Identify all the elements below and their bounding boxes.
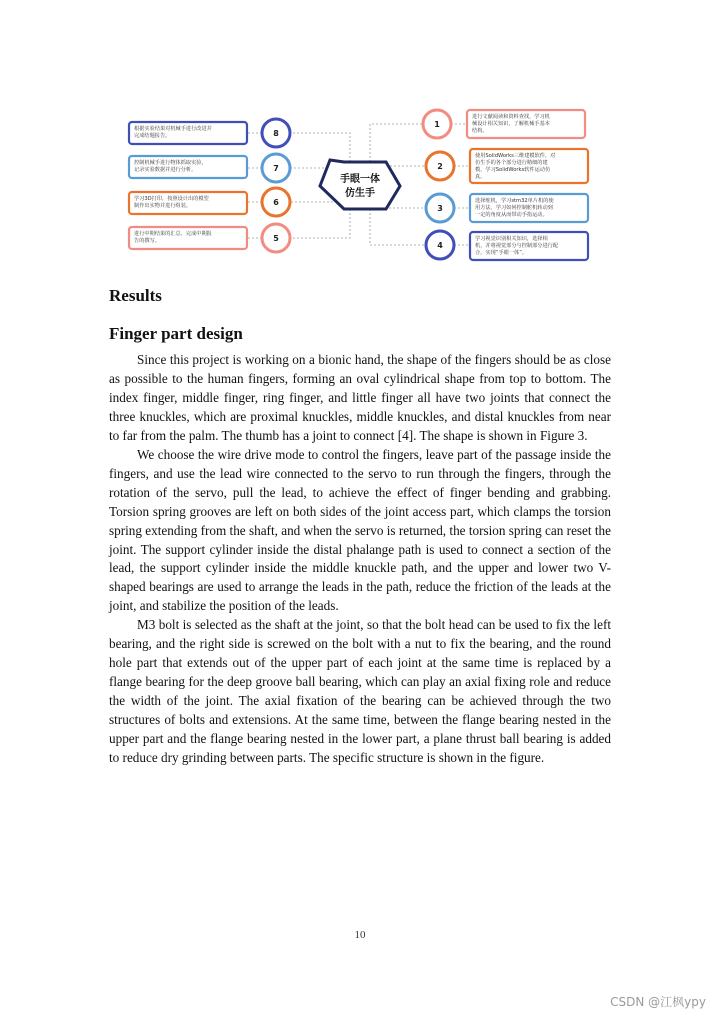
section-heading-results: Results [109, 286, 162, 305]
body-text [109, 351, 611, 768]
step-description-line: 学习视觉识别相关知识，选择相 [475, 236, 548, 242]
center-label-line2: 仿生手 [345, 188, 375, 199]
step-description-line: 模，学习SolidWorks软件运动仿 [475, 167, 551, 173]
step-description-line: 进行中期结果的汇总，完成中期报 [134, 231, 212, 237]
step-description-line: 制作出实物并进行组装。 [134, 203, 192, 209]
step-node-1 [423, 110, 585, 138]
paragraph: Since this project is working on a bionic hand, the shape of the fingers should be as close as possible to the human fingers, forming an oval cylindrical shape from top to bottom. The index finger, middle finger, ring finger, and little finger all have two joints that connect the three knuckles, which are proximal knuckles, middle knuckles, and distal knuckles from near to far from the palm. The thumb has a joint to connect [4]. The shape is shown in Figure 3. [109, 352, 611, 443]
subsection-heading-finger-part-design: Finger part design [109, 324, 243, 343]
step-node-2 [426, 149, 588, 183]
process-diagram [0, 0, 720, 280]
step-description-line: 使用SolidWorks三维建模软件，对 [475, 153, 556, 159]
connector-line [370, 124, 423, 162]
paragraph: We choose the wire drive mode to control the fingers, leave part of the passage inside the fingers, and use the lead wire connected to the servo to run through the fingers, through the rotation of the servo, pull the lead, to achieve the effect of finger bending and grabbing. Torsion spring grooves are left on both sides of the joint access part, which clamps the torsion spring extending from the shaft, and when the servo is returned, the torsion spring can reset the joint. The support cylinder inside the distal phalange path is used to connect a section of the lead, the support cylinder inside the middle knuckle path, and the upper and lower two V-shaped bearings are used to arrange the leads in the path, reduce the friction of the leads at the joint, and stabilize the position of the leads. [109, 446, 611, 614]
step-node-8 [129, 119, 290, 147]
step-description-line: 仿生手的各个部分进行精细的建 [475, 160, 548, 166]
step-description-line: 选择舵机，学习stm32单片机的使 [475, 198, 554, 204]
step-node-6 [129, 188, 290, 216]
connector-line [290, 133, 350, 162]
step-number: 7 [273, 164, 279, 173]
step-number: 5 [273, 234, 279, 243]
step-number: 2 [437, 162, 443, 171]
step-number: 6 [273, 198, 279, 207]
step-description-line: 控制机械手进行物体抓取实验， [134, 160, 207, 166]
step-description-line: 根据实验结果对机械手进行改进并 [134, 126, 212, 132]
connector-line [290, 209, 350, 238]
step-description-line: 完成结题报告。 [134, 133, 171, 139]
page-number: 10 [354, 929, 366, 941]
connector-line [370, 209, 426, 245]
step-description-line: 记录实验数据并进行分析。 [134, 167, 197, 173]
step-description-line: 机，并将视觉部分与控制部分进行配 [475, 243, 559, 249]
step-node-4 [426, 231, 588, 260]
step-description-line: 结构。 [472, 128, 488, 134]
step-description-line: 学习3D打印，按照设计出的模型 [134, 196, 209, 202]
watermark: CSDN @江枫ypy [610, 995, 706, 1009]
step-description-line: 合，实现“手眼一体”。 [475, 250, 528, 256]
step-number: 3 [437, 204, 443, 213]
step-number: 8 [273, 129, 279, 138]
step-description-line: 械设计相关知识，了解机械手基本 [472, 121, 550, 127]
paragraph: M3 bolt is selected as the shaft at the joint, so that the bolt head can be used to fix the left bearing, and the right side is screwed on the bolt with a nut to fix the bearing, and the round hole part that extends out of the upper part of each joint at the same time is replaced by a flange bearing for the deep groove ball bearing, which can play an axial fixing role and reduce the width of the joint. The axial fixation of the bearing can be achieved through the two structures of bolts and extensions. At the same time, between the flange bearing nested in the upper part and the flange bearing nested in the lower part, a plane thrust ball bearing is added to reduce dry grinding between parts. The specific structure is shown in the figure. [109, 617, 611, 766]
step-number: 4 [437, 241, 443, 250]
step-node-7 [129, 154, 290, 182]
step-description-line: 告的撰写。 [134, 238, 160, 244]
step-description-line: 一定的角度从而带动手指运动。 [475, 212, 548, 218]
step-description-line: 真。 [475, 174, 486, 180]
step-description-line: 用方法，学习如何控制舵机转动到 [475, 205, 553, 211]
step-description-line: 进行文献阅读和资料查找，学习机 [472, 114, 550, 120]
step-number: 1 [434, 120, 440, 129]
step-node-3 [426, 194, 588, 222]
step-node-5 [129, 224, 290, 252]
center-label-line1: 手眼一体 [340, 174, 380, 185]
